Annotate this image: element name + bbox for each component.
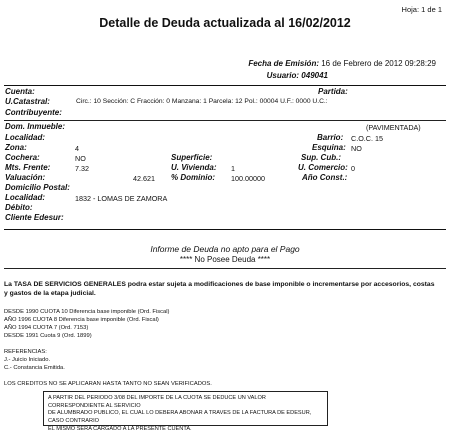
- sup-cub-label: Sup. Cub.:: [301, 153, 341, 162]
- referencia-item: J.- Juicio Iniciado.: [4, 357, 51, 363]
- creditos-notice: LOS CREDITOS NO SE APLICARAN HASTA TANTO NO SEAN VERIFICADOS.: [4, 381, 212, 387]
- page-title: Detalle de Deuda actualizada al 16/02/2012: [99, 16, 351, 30]
- alumbrado-note-box: [43, 391, 328, 432]
- emission-value: 16 de Febrero de 2012 09:28:29: [321, 59, 436, 68]
- note-line: EL MISMO SERA CARGADO A LA PRESENTE CUENTA.: [48, 425, 192, 432]
- note-line: DE ALUMBRADO PUBLICO, EL CUAL LO DEBERA ABONAR A TRAVES DE LA FACTURA DE EDESUR, CASO CONTRARIO: [48, 410, 312, 425]
- emission-label: Fecha de Emisión:: [248, 59, 319, 68]
- divider: [4, 120, 446, 121]
- valuacion-value: 42.621: [133, 174, 155, 183]
- catastral-value: Circ.: 10 Sección: C Fracción: 0 Manzana: 1 Parcela: 12 Pol.: 00004 U.F.: 0000 U.C.:: [76, 98, 328, 105]
- zona-label: Zona:: [5, 143, 27, 152]
- catastral-label: U.Catastral:: [5, 97, 50, 106]
- u-comercio-value: 0: [351, 164, 355, 173]
- page-number: Hoja: 1 de 1: [401, 5, 442, 14]
- detalle-line: DESDE 1991 Cuota 9 (Ord. 1899): [4, 333, 92, 339]
- contribuyente-label: Contribuyente:: [5, 108, 62, 117]
- informe-notice: Informe de Deuda no apto para el Pago: [150, 244, 300, 254]
- dominio-label: % Dominio:: [171, 173, 215, 182]
- divider: [4, 85, 446, 86]
- divider: [4, 229, 446, 230]
- note-line: A PARTIR DEL PERIODO 3/08 DEL IMPORTE DE LA CUOTA SE DEDUCE UN VALOR CORRESPONDIENTE AL SERVICIO: [48, 395, 266, 409]
- barrio-value: C.O.C. 15: [351, 134, 383, 143]
- dominio-value: 100.00000: [231, 174, 265, 183]
- localidad-label: Localidad:: [5, 133, 46, 142]
- divider: [4, 268, 446, 269]
- valuacion-label: Valuación:: [5, 173, 46, 182]
- detalle-line: DESDE 1990 CUOTA 10 Diferencia base imponible (Ord. Fiscal): [4, 309, 170, 315]
- localidad-postal-label: Localidad:: [5, 193, 46, 202]
- frente-value: 7.32: [75, 164, 89, 173]
- pavimentada-value: (PAVIMENTADA): [366, 123, 421, 132]
- cochera-label: Cochera:: [5, 153, 40, 162]
- emission-date: [248, 59, 436, 68]
- dom-inmueble-label: Dom. Inmueble:: [5, 122, 66, 131]
- detalle-line: AÑO 1996 CUOTA 8 Diferencia base imponible (Ord. Fiscal): [4, 317, 159, 323]
- barrio-label: Barrio:: [317, 133, 344, 142]
- detalle-line: AÑO 1994 CUOTA 7 (Ord. 7153): [4, 325, 89, 331]
- referencia-item: C.- Constancia Emitida.: [4, 365, 65, 371]
- u-comercio-label: U. Comercio:: [298, 163, 348, 172]
- u-vivienda-value: 1: [231, 164, 235, 173]
- esquina-label: Esquina:: [312, 143, 346, 152]
- cochera-value: NO: [75, 154, 86, 163]
- ano-const-label: Año Const.:: [302, 173, 348, 182]
- esquina-value: NO: [351, 144, 362, 153]
- partida-label: Partida:: [318, 87, 348, 96]
- tasa-notice: La TASA DE SERVICIOS GENERALES podra estar sujeta a modificaciones de base imponible o incrementarse por accesorios, costas y gastos de la etapa judicial.: [4, 281, 435, 297]
- postal-label: Domicilio Postal:: [5, 183, 70, 192]
- u-vivienda-label: U. Vivienda:: [171, 163, 217, 172]
- superficie-label: Superficie:: [171, 153, 213, 162]
- user-label: Usuario:: [266, 71, 300, 80]
- zona-value: 4: [75, 144, 79, 153]
- debito-label: Débito:: [5, 203, 33, 212]
- cuenta-label: Cuenta:: [5, 87, 35, 96]
- no-debt-notice: **** No Posee Deuda ****: [179, 255, 271, 264]
- localidad-postal-value: 1832 - LOMAS DE ZAMORA: [75, 194, 168, 203]
- edesur-label: Cliente Edesur:: [5, 213, 64, 222]
- user-value: 049041: [301, 71, 328, 80]
- user-info: [267, 71, 328, 80]
- referencias-title: REFERENCIAS:: [4, 349, 47, 355]
- frente-label: Mts. Frente:: [5, 163, 51, 172]
